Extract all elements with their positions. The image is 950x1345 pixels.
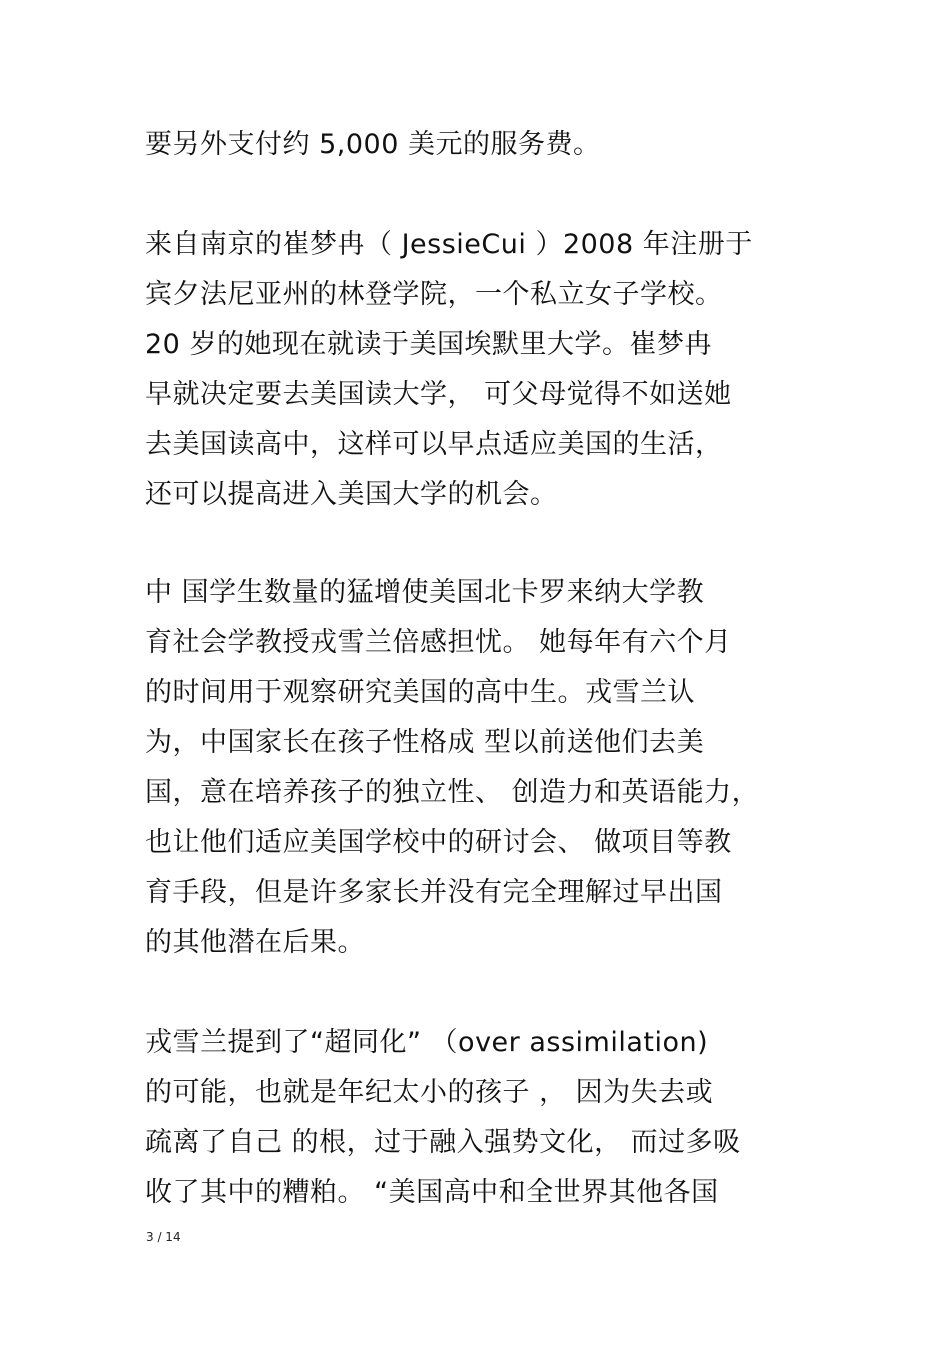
text-line: 的其他潜在后果。 <box>145 927 365 958</box>
text-line: 育手段，但是许多家长并没有完全理解过早出国 <box>145 877 723 908</box>
text-line: 中 国学生数量的猛增使美国北卡罗来纳大学教 <box>145 577 705 608</box>
paragraph-1 <box>145 120 825 170</box>
text-line: 为，中国家长在孩子性格成 型以前送他们去美 <box>145 727 705 758</box>
text-line: 的时间用于观察研究美国的高中生。戎雪兰认 <box>145 677 695 708</box>
text-line: 国，意在培养孩子的独立性、 创造力和英语能力， <box>145 777 760 808</box>
text-line: 20 岁的她现在就读于美国埃默里大学。崔梦冉 <box>145 329 712 360</box>
text-line: 去美国读高中，这样可以早点适应美国的生活， <box>145 429 723 460</box>
text-line: 宾夕法尼亚州的林登学院，一个私立女子学校。 <box>145 279 723 310</box>
page-number: 3 / 14 <box>146 1230 181 1244</box>
text-line: 也让他们适应美国学校中的研讨会、 做项目等教 <box>145 827 732 858</box>
paragraph-2 <box>145 220 825 520</box>
text-line: 收了其中的糟粕。 “美国高中和全世界其他各国 <box>145 1177 719 1208</box>
text-line: 来自南京的崔梦冉（ JessieCui ）2008 年注册于 <box>145 229 753 260</box>
text-line: 的可能，也就是年纪太小的孩子 ， 因为失去或 <box>145 1077 714 1108</box>
paragraph-4 <box>145 1018 825 1218</box>
paragraph-3 <box>145 568 825 968</box>
text-line: 还可以提高进入美国大学的机会。 <box>145 479 558 510</box>
text-line: 戎雪兰提到了“超同化” （over assimilation) <box>145 1027 709 1058</box>
text-line: 育社会学教授戎雪兰倍感担忧。 她每年有六个月 <box>145 627 732 658</box>
text-line: 疏离了自己 的根，过于融入强势文化， 而过多吸 <box>145 1127 741 1158</box>
text-line: 要另外支付约 5,000 美元的服务费。 <box>145 129 601 160</box>
text-line: 早就决定要去美国读大学， 可父母觉得不如送她 <box>145 379 732 410</box>
